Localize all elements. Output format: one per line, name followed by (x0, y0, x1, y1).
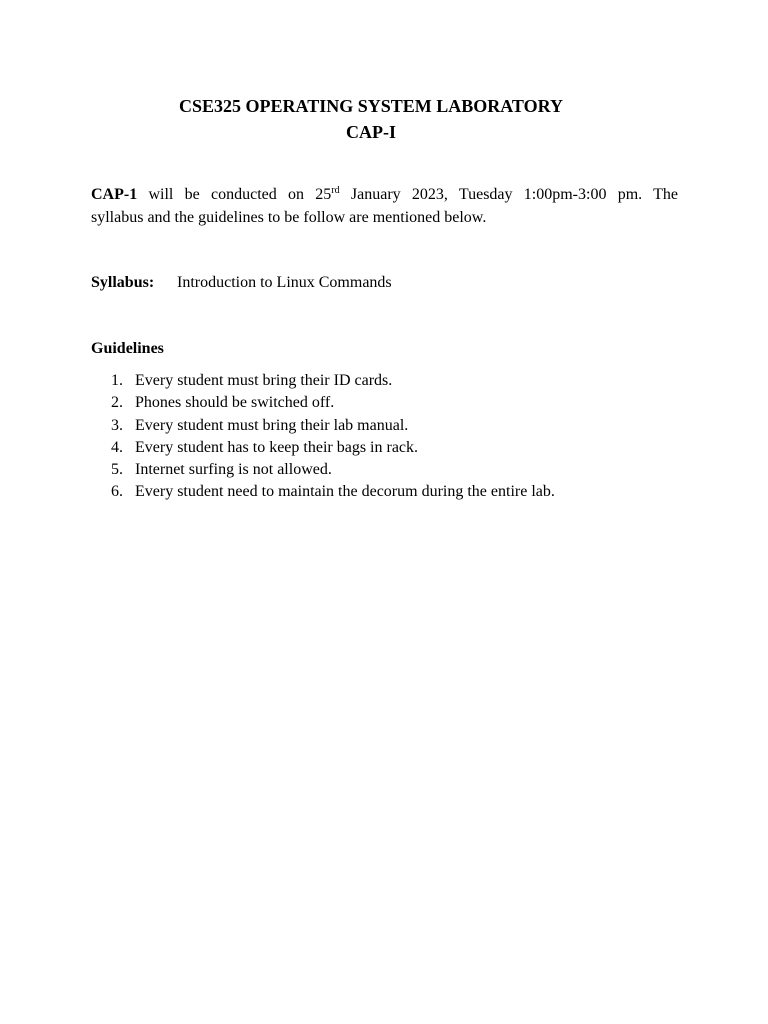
list-item (91, 370, 555, 392)
list-item (91, 481, 555, 503)
document-title (0, 93, 742, 145)
list-item (91, 392, 555, 414)
syllabus-line (91, 272, 392, 294)
intro-line-1 (91, 183, 678, 206)
title-line-course: CSE325 OPERATING SYSTEM LABORATORY (179, 96, 563, 116)
intro-text-after-sup: January 2023, Tuesday 1:00pm-3:00 pm. The (339, 186, 678, 203)
intro-line-2: syllabus and the guidelines to be follow are mentioned below. (91, 209, 487, 226)
list-item-text: Every student need to maintain the decorum during the entire lab. (135, 483, 555, 501)
intro-bold-lead: CAP-1 (91, 186, 138, 203)
syllabus-value: Introduction to Linux Commands (177, 274, 392, 291)
guidelines-heading: Guidelines (91, 340, 164, 357)
list-item-text: Phones should be switched off. (135, 394, 335, 412)
list-item-number: 6. (111, 483, 123, 501)
list-item-number: 4. (111, 438, 123, 456)
list-item-text: Internet surfing is not allowed. (135, 461, 332, 479)
list-item-text: Every student must bring their lab manual. (135, 416, 409, 434)
guidelines-list (91, 370, 555, 504)
list-item (91, 459, 555, 481)
list-item-text: Every student has to keep their bags in rack. (135, 438, 419, 456)
intro-ordinal-suffix: rd (331, 185, 340, 196)
list-item-text: Every student must bring their ID cards. (135, 372, 393, 389)
intro-paragraph (91, 183, 678, 229)
syllabus-label: Syllabus: (91, 274, 155, 291)
list-item-number: 2. (111, 394, 123, 412)
title-line-cap: CAP-I (346, 122, 396, 142)
list-item (91, 415, 555, 437)
list-item (91, 437, 555, 459)
intro-text-before-sup: will be conducted on 25 (137, 186, 332, 203)
list-item-number: 1. (111, 372, 123, 389)
list-item-number: 5. (111, 461, 123, 479)
list-item-number: 3. (111, 416, 123, 434)
